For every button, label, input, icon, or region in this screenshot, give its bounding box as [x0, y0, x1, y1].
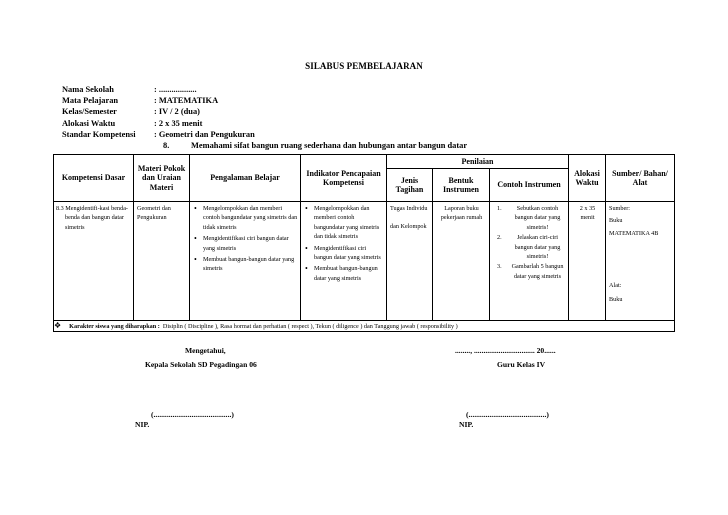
sig-right-line2: Guru Kelas IV: [497, 360, 546, 369]
sumber-cell: [606, 202, 675, 321]
header-alokasi: Alokasi Waktu: [569, 155, 606, 202]
sig-right-blank: (.........................................): [466, 410, 549, 419]
alat-value: Buku: [609, 296, 623, 303]
syllabus-table: [53, 154, 675, 332]
kompetensi-cell: [54, 202, 134, 321]
item-text: Jelaskan ciri-ciri bangun datar yang simetris!: [514, 234, 561, 261]
diamond-bullet-icon: ❖: [54, 321, 62, 330]
sig-left-line2: Kepala Sekolah SD Pegadingan 06: [145, 360, 257, 369]
identity-block: [62, 84, 467, 151]
alat-label: Alat:: [609, 282, 622, 289]
sumber-book-title: MATEMATIKA 4B: [609, 229, 659, 237]
sig-right-line1: ........, ................................ 20......: [455, 346, 556, 355]
sig-right-nip: NIP.: [459, 420, 474, 429]
karakter-text: Disiplin ( Discipline ), Rasa hormat dan perhatian ( respect ), Tekun ( diligence ) dan Tanggung jawab ( responsibility ): [162, 323, 458, 330]
info-row-subject: [62, 95, 467, 106]
sumber-buku: Buku: [609, 217, 623, 225]
item-text: Sebutkan contoh bangun datar yang simetris!: [514, 205, 561, 231]
info-label: Alokasi Waktu: [62, 118, 116, 128]
item-number: 1.: [497, 205, 502, 212]
indikator-cell: [301, 202, 387, 321]
standard-text: Memahami sifat bangun ruang sederhana dan hubungan antar bangun datar: [191, 140, 468, 150]
jenis-text: Tugas Individu: [390, 205, 428, 212]
contoh-cell: [490, 202, 569, 321]
header-kompetensi: Kompetensi Dasar: [54, 155, 134, 202]
standard-competency-item: [62, 140, 467, 151]
header-sumber: Sumber/ Bahan/ Alat: [606, 155, 675, 202]
pengalaman-cell: [190, 202, 301, 321]
list-item: • Membuat bangun-bangun datar yang simetris: [193, 255, 298, 274]
jenis-cell: [387, 202, 433, 321]
jenis-text-2: dan Kelompok: [390, 223, 427, 231]
bentuk-cell: [433, 202, 490, 321]
info-value: : Geometri dan Pengukuran: [154, 129, 255, 139]
info-label: Standar Kompetensi: [62, 129, 136, 139]
karakter-cell: [54, 321, 675, 332]
item-text: Gambarlah 5 bangun datar yang simetris: [511, 263, 564, 280]
header-pengalaman: Pengalaman Belajar: [190, 155, 301, 202]
kompetensi-text: 8.3 Mengidentifi-kasi benda-benda dan bangun datar simetris: [56, 205, 128, 231]
list-item: • Mengelompokkan dan memberi contoh bangundatar yang simetris dan tidak simetris: [193, 204, 298, 232]
header-materi: Materi Pokok dan Uraian Materi: [134, 155, 190, 202]
info-label: Nama Sekolah: [62, 85, 114, 94]
info-value: : MATEMATIKA: [154, 96, 219, 106]
standard-number: 8.: [163, 140, 170, 150]
list-item: • Mengelompokkan dan memberi contoh bangundatar yang simetris dan tidak simetris: [304, 204, 384, 242]
list-item: [493, 204, 566, 232]
header-bentuk: Bentuk Instrumen: [433, 169, 490, 202]
info-label: Kelas/Semester: [62, 107, 117, 117]
karakter-label: Karakter siswa yang diharapkan :: [69, 323, 160, 330]
info-value: : 2 x 35 menit: [154, 118, 203, 128]
alokasi-cell: [569, 202, 606, 321]
materi-cell: [134, 202, 190, 321]
table-row: [54, 202, 675, 321]
header-penilaian: Penilaian: [387, 155, 569, 169]
sig-left-line1: Mengetahui,: [185, 346, 226, 355]
info-row-standard: [62, 129, 467, 140]
info-row-class: [62, 106, 467, 117]
sig-left-nip: NIP.: [135, 420, 150, 429]
karakter-row: [54, 321, 675, 332]
sumber-label: Sumber:: [609, 205, 630, 212]
list-item: [493, 233, 566, 261]
list-item: • Membuat bangun-bangun datar yang simetris: [304, 264, 384, 283]
document-title: SILABUS PEMBELAJARAN: [305, 61, 423, 71]
sig-left-blank: (.........................................): [151, 410, 234, 419]
info-row-time: [62, 118, 467, 129]
list-item: • Mengidentifikasi ciri bangun datar yang simetris: [193, 234, 298, 253]
list-item: [493, 262, 566, 281]
header-jenis: Jenis Tagihan: [387, 169, 433, 202]
info-value: : ..................: [154, 85, 197, 94]
item-number: 2.: [497, 234, 502, 242]
alokasi-text: 2 x 35 menit: [579, 205, 596, 222]
info-label: Mata Pelajaran: [62, 96, 119, 106]
info-value: : IV / 2 (dua): [154, 107, 200, 117]
header-indikator: Indikator Pencapaian Kompetensi: [301, 155, 387, 202]
materi-text: Geometri dan Pengukuran: [137, 205, 171, 222]
bentuk-text: Laporan buku pekerjaan rumah: [440, 205, 483, 222]
header-contoh: Contoh Instrumen: [490, 169, 569, 202]
item-number: 3.: [497, 263, 502, 271]
list-item: • Mengidentifikasi ciri bangun datar yang simetris: [304, 244, 384, 263]
info-row-school: [62, 84, 467, 95]
